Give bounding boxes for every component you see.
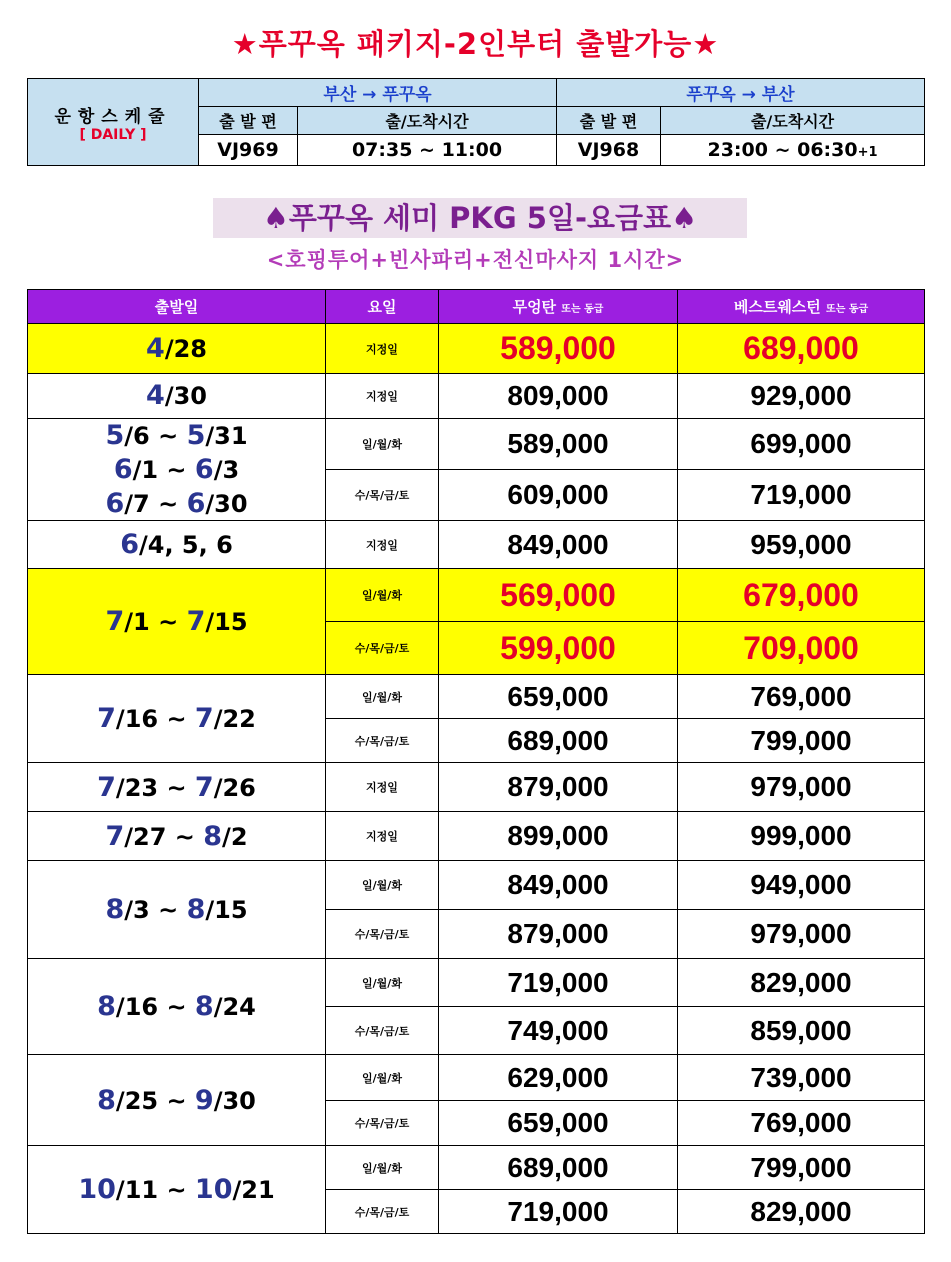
- table-row: 5/6 ~ 5/31 6/1 ~ 6/3 6/7 ~ 6/30 일/월/화 589,000 699,000: [28, 419, 925, 470]
- table-row: 8/25 ~ 9/30 일/월/화 629,000 739,000: [28, 1055, 925, 1101]
- price-table: [27, 289, 925, 1234]
- inbound-flight-header: 출 발 편: [557, 107, 661, 135]
- header-hotel2: 베스트웨스턴 또는 동급: [678, 290, 925, 324]
- price-hotel2: 689,000: [678, 324, 925, 374]
- table-row: 수/목/금/토 879,000 979,000: [28, 910, 925, 959]
- table-row: 10/11 ~ 10/21 일/월/화 689,000 799,000: [28, 1146, 925, 1190]
- page-title: ★푸꾸옥 패키지-2인부터 출발가능★: [231, 27, 720, 61]
- price-hotel1: 809,000: [439, 374, 678, 419]
- package-title: ♠푸꾸옥 세미 PKG 5일-요금표♠: [213, 198, 747, 238]
- table-row: 수/목/금/토 599,000 709,000: [28, 622, 925, 675]
- outbound-flight-header: 출 발 편: [199, 107, 298, 135]
- outbound-time-header: 출/도착시간: [298, 107, 557, 135]
- price-hotel1: 589,000: [439, 324, 678, 374]
- header-hotel1: 무엉탄 또는 동급: [439, 290, 678, 324]
- daily-label: [ DAILY ]: [79, 126, 147, 143]
- outbound-flight: VJ969: [199, 135, 298, 166]
- table-row: 4/28 지정일 589,000 689,000: [28, 324, 925, 374]
- table-row: 4/30 지정일 809,000 929,000: [28, 374, 925, 419]
- outbound-time: 07:35 ~ 11:00: [298, 135, 557, 166]
- inbound-time-header: 출/도착시간: [661, 107, 925, 135]
- inbound-route: 푸꾸옥 → 부산: [557, 79, 925, 107]
- table-row: 8/3 ~ 8/15 일/월/화 849,000 949,000: [28, 861, 925, 910]
- table-row: 수/목/금/토 749,000 859,000: [28, 1007, 925, 1055]
- inbound-flight: VJ968: [557, 135, 661, 166]
- table-row: 7/1 ~ 7/15 일/월/화 569,000 679,000: [28, 569, 925, 622]
- table-row: 수/목/금/토 609,000 719,000: [28, 470, 925, 521]
- table-row: 6/4, 5, 6 지정일 849,000 959,000: [28, 521, 925, 569]
- header-date: 출발일: [28, 290, 326, 324]
- inbound-time: 23:00 ~ 06:30: [707, 139, 858, 161]
- header-day: 요일: [326, 290, 439, 324]
- table-row: 7/27 ~ 8/2 지정일 899,000 999,000: [28, 812, 925, 861]
- table-row: 7/23 ~ 7/26 지정일 879,000 979,000: [28, 763, 925, 812]
- schedule-label: 운항스케줄: [54, 106, 172, 127]
- price-table-header: [28, 290, 925, 324]
- table-row: 수/목/금/토 689,000 799,000: [28, 719, 925, 763]
- table-row: 수/목/금/토 659,000 769,000: [28, 1101, 925, 1146]
- inbound-time-suffix: +1: [857, 145, 878, 160]
- outbound-route: 부산 → 푸꾸옥: [199, 79, 557, 107]
- flight-schedule-table: [27, 78, 925, 166]
- schedule-label-cell: [28, 79, 199, 166]
- package-subtitle: <호핑투어+빈사파리+전신마사지 1시간>: [266, 248, 685, 272]
- table-row: 7/16 ~ 7/22 일/월/화 659,000 769,000: [28, 675, 925, 719]
- table-row: 8/16 ~ 8/24 일/월/화 719,000 829,000: [28, 959, 925, 1007]
- table-row: 수/목/금/토 719,000 829,000: [28, 1190, 925, 1234]
- inbound-time-cell: [661, 135, 925, 166]
- price-hotel2: 929,000: [678, 374, 925, 419]
